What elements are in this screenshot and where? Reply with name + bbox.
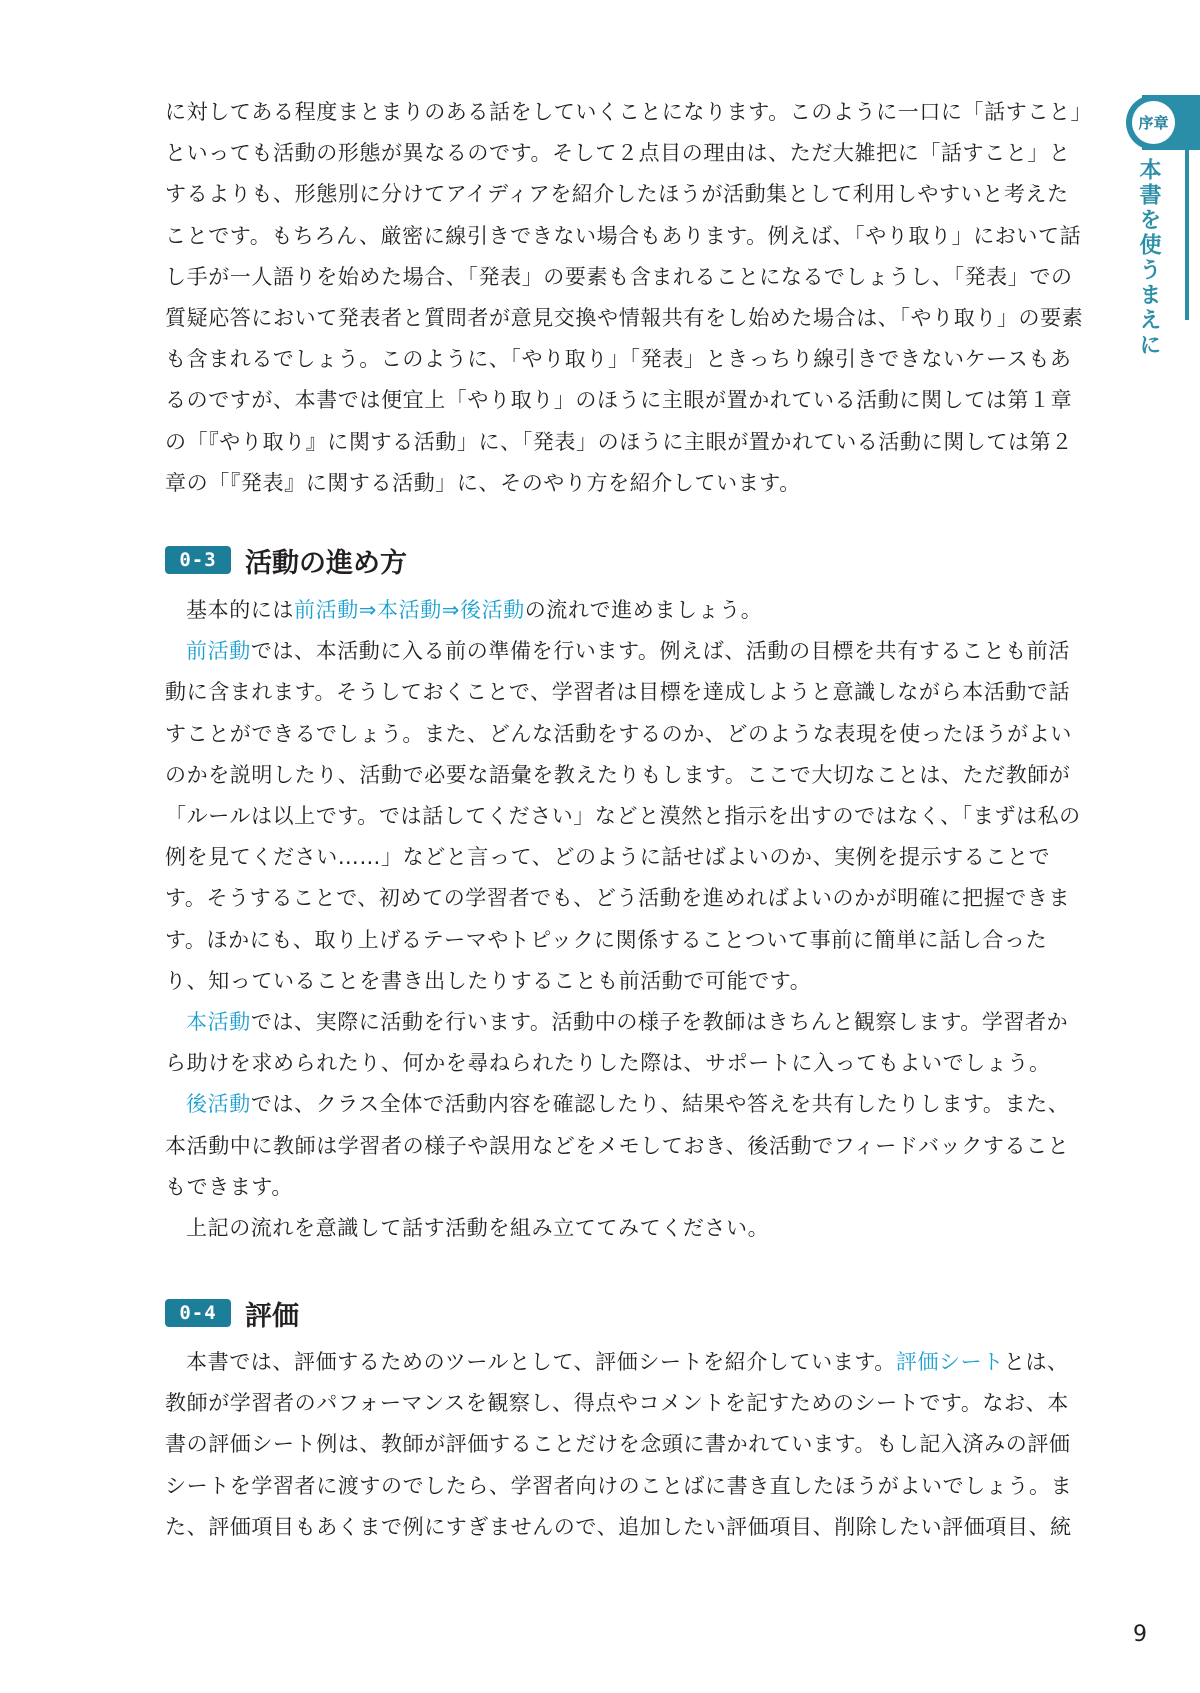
intro-paragraph-block (165, 92, 1085, 504)
page-number: 9 (1133, 1622, 1147, 1647)
chapter-label: 序章 (1132, 101, 1175, 144)
paragraph: 上記の流れを意識して話す活動を組み立ててみてください。 (186, 1216, 770, 1241)
paragraph: 本書では、評価するためのツールとして、評価シートを紹介しています。評価シートとは、教師が学習者のパフォーマンスを観察し、得点やコメントを記すためのシートです。なお、本書の評価シート例は、教師が評価することだけを念頭に書かれています。もし記入済みの評価シートを学習者に渡すのでしたら、学習者向けのことばに書き直したほうがよいでしょう。また、評価項目もあくまで例にすぎませんので、追加したい評価項目、削除したい評価項目、統 (165, 1350, 1073, 1539)
section-heading-0-4 (165, 1293, 299, 1333)
highlight-term: 評価シート (895, 1350, 1004, 1374)
highlight-term: 前活動 (186, 639, 251, 664)
highlight-term: 後活動 (186, 1092, 251, 1117)
section-badge: 0-3 (165, 546, 231, 574)
section-body-0-3 (165, 590, 1085, 1249)
paragraph: 前活動では、本活動に入る前の準備を行います。例えば、活動の目標を共有することも前活動に含まれます。そうしておくことで、学習者は目標を達成しようと意識しながら本活動で話すことができるでしょう。また、どんな活動をするのか、どのような表現を使ったほうがよいのかを説明したり、活動で必要な語彙を教えたりもします。ここで大切なことは、ただ教師が「ルールは以上です。では話してください」などと漠然と指示を出すのではなく、「まずは私の例を見てください……」などと言って、どのように話せばよいのか、実例を提示することです。そうすることで、初めての学習者でも、どう活動を進めればよいのかが明確に把握できます。ほかにも、取り上げるテーマやトピックに関係することついて事前に簡単に話し合ったり、知っていることを書き出したりすることも前活動で可能です。 (165, 639, 1081, 993)
highlight-term: 本活動 (186, 1010, 251, 1035)
section-title: 評価 (245, 1300, 299, 1332)
section-title: 活動の進め方 (245, 547, 407, 579)
paragraph: 本活動では、実際に活動を行います。活動中の様子を教師はきちんと観察します。学習者から助けを求められたり、何かを尋ねられたりした際は、サポートに入ってもよいでしょう。 (165, 1010, 1069, 1076)
running-title: 本書を使うまえに (1136, 158, 1161, 358)
intro-paragraph: に対してある程度まとまりのある話をしていくことになります。このように一口に「話すこと」といっても活動の形態が異なるのです。そして２点目の理由は、ただ大雑把に「話すこと」とするよりも、形態別に分けてアイディアを紹介したほうが活動集として利用しやすいと考えたことです。もちろん、厳密に線引きできない場合もあります。例えば、「やり取り」において話し手が一人語りを始めた場合、「発表」の要素も含まれることになるでしょうし、「発表」での質疑応答において発表者と質問者が意見交換や情報共有をし始めた場合は、「やり取り」の要素も含まれるでしょう。このように、「やり取り」「発表」ときっちり線引きできないケースもあるのですが、本書では便宜上「やり取り」のほうに主眼が置かれている活動に関しては第１章の「『やり取り』に関する活動」に、「発表」のほうに主眼が置かれている活動に関しては第２章の「『発表』に関する活動」に、そのやり方を紹介しています。 (165, 100, 1084, 495)
highlight-term: 前活動⇒本活動⇒後活動 (294, 598, 525, 622)
section-heading-0-3 (165, 540, 407, 580)
chapter-tab-badge (1126, 95, 1181, 150)
side-rule (1185, 150, 1189, 320)
paragraph: 基本的には前活動⇒本活動⇒後活動の流れで進めましょう。 (186, 598, 763, 622)
section-body-0-4 (165, 1342, 1085, 1548)
paragraph: 後活動では、クラス全体で活動内容を確認したり、結果や答えを共有したりします。また、本活動中に教師は学習者の様子や誤用などをメモしておき、後活動でフィードバックすることもできます。 (165, 1092, 1070, 1199)
section-badge: 0-4 (165, 1299, 231, 1327)
